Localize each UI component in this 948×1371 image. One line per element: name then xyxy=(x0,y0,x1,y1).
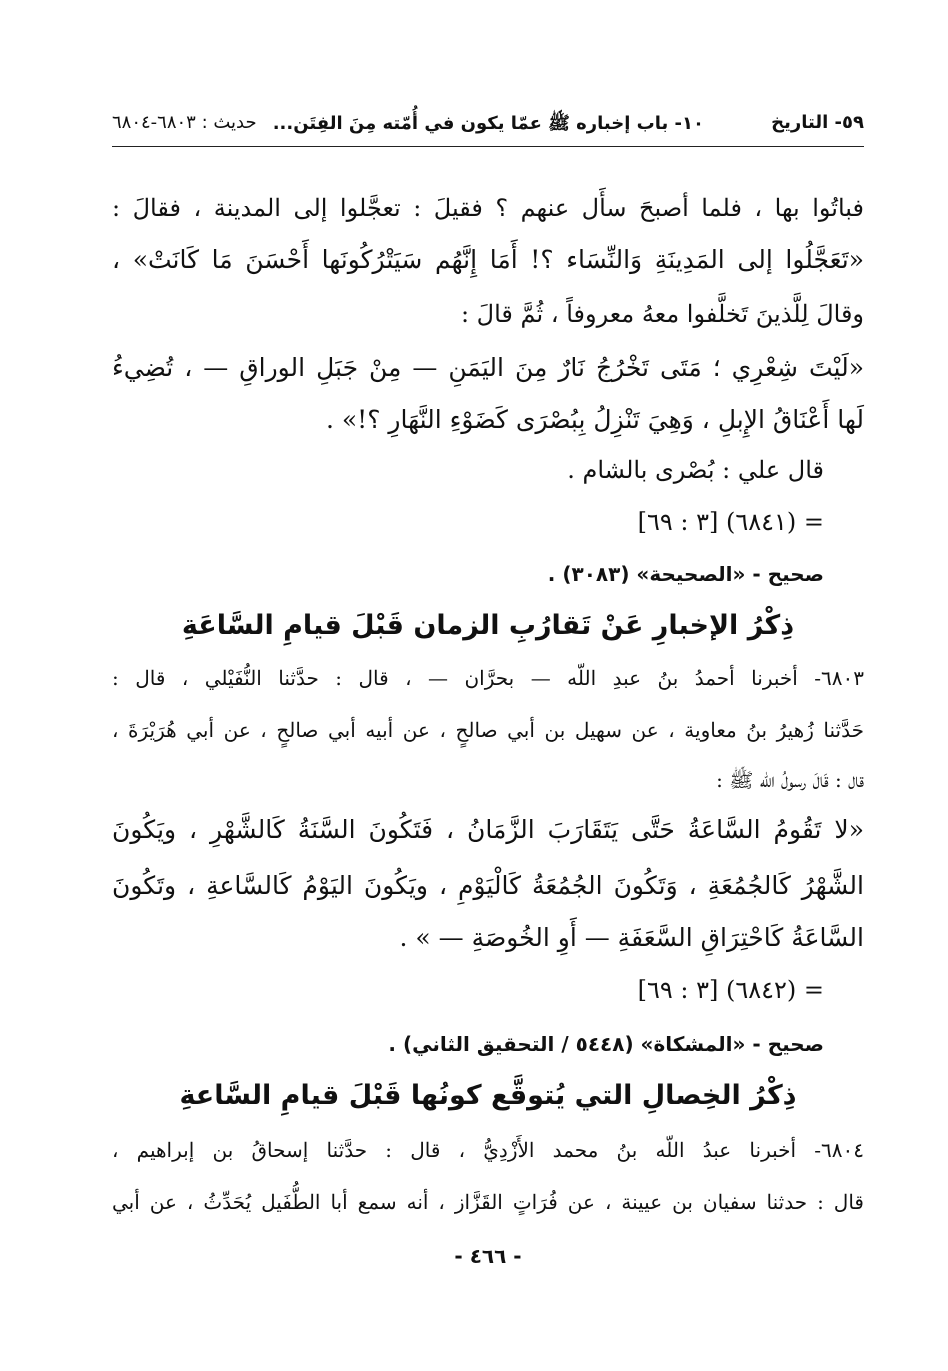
commentary-line: قال علي : بُصْرى بالشام . xyxy=(567,456,824,484)
section-title: ١٠- باب إخباره ﷺ عمّا يكون في أُمّته مِنَ الفِتَن... xyxy=(272,113,704,134)
quote-line: «تَعَجَّلُوا إلى المَدِينَةِ وَالنِّسَاء ؟! أَمَا إِنَّهُم سَيَتْرُكُونَها أَحْسَنَ مَا كَانَتْ» ، xyxy=(112,245,864,274)
chapter-heading: ذِكْرُ الإخبارِ عَنْ تَقارُبِ الزمان قَبْلَ قيامِ السَّاعَةِ xyxy=(181,610,795,641)
grading-line: صحيح - «المشكاة» (٥٤٤٨ / التحقيق الثاني) . xyxy=(388,1032,824,1056)
grading-line: صحيح - «الصحيحة» (٣٠٨٣) . xyxy=(547,562,824,586)
hadith-range: حديث : ٦٨٠٣-٦٨٠٤ xyxy=(112,112,257,133)
quote-line: لَها أَعْنَاقُ الإِبلِ ، وَهِيَ تَنْزِلُ بِبُصْرَى كَضَوْءِ النَّهَارِ ؟!» . xyxy=(325,405,864,434)
quote-line: السَّاعَةُ كَاحْتِرَاقِ السَّعَفَةِ — أَوِ الخُوصَةِ — » . xyxy=(399,923,864,952)
page-number: - ٤٦٦ - xyxy=(454,1244,522,1268)
chapter-title: ٥٩- التاريخ xyxy=(771,112,864,133)
reference-line: = (٦٨٤٢) [٣ : ٦٩] xyxy=(637,976,824,1004)
isnad-line: قال : حدثنا سفيان بن عيينة ، عن فُرَاتٍ القَزَّاز ، أنه سمع أبا الطُّفَيل يُحَدِّثُ ، عن أبي xyxy=(112,1190,864,1214)
isnad-line: ٦٨٠٣- أخبرنا أحمدُ بنُ عبدِ اللّه — بحرَّان — ، قال : حدَّثنا النُّفَيْلي ، قال : xyxy=(112,666,864,690)
text-line: فباتُوا بها ، فلما أصبحَ سأَل عنهم ؟ فقيلَ : تعجَّلوا إلى المدينة ، فقالَ : xyxy=(112,194,865,222)
text-line: وقالَ لِلَّذينَ تَخلَّفوا معهُ معروفاً ، ثُمَّ قالَ : xyxy=(460,300,864,328)
running-header xyxy=(112,104,864,140)
isnad-line: قال : قَالَ رسولُ اللّه ﷺ : xyxy=(716,768,864,792)
isnad-line: حَدَّثنا زُهيرُ بنُ معاوية ، عن سهيل بن أبي صالحٍ ، عن أبيه أبي صالحٍ ، عن أبي هُرَيْرَةَ ، xyxy=(112,718,864,742)
quote-line: «لَيْتَ شِعْرِي ؛ مَتَى تَخْرُجُ نَارٌ مِنَ اليَمَنِ — مِنْ جَبَلِ الوراقِ — ، تُضِيءُ xyxy=(112,353,864,382)
quote-line: الشَّهْرُ كَالجُمُعَةِ ، وَتَكُونَ الجُمُعَةُ كَالْيَوْمِ ، ويَكُونَ اليَوْمُ كَالسَّاعةِ ، وتَكُونَ xyxy=(112,871,864,900)
isnad-line: ٦٨٠٤- أخبرنا عبدُ اللّه بنُ محمد الأَزْدِيُّ ، قال : حدَّثنا إسحاقُ بن إبراهيم ، xyxy=(112,1138,864,1162)
header-divider xyxy=(112,146,864,147)
quote-line: «لا تَقُومُ السَّاعَةُ حَتَّى يَتَقَارَبَ الزَّمَانُ ، فَتَكُونَ السَّنَةُ كَالشَّهْرِ ، ويَكُونَ xyxy=(112,815,864,844)
reference-line: = (٦٨٤١) [٣ : ٦٩] xyxy=(637,508,824,536)
chapter-heading: ذِكْرُ الخِصالِ التي يُتوقَّع كونُها قَبْلَ قيامِ السَّاعةِ xyxy=(179,1080,797,1111)
